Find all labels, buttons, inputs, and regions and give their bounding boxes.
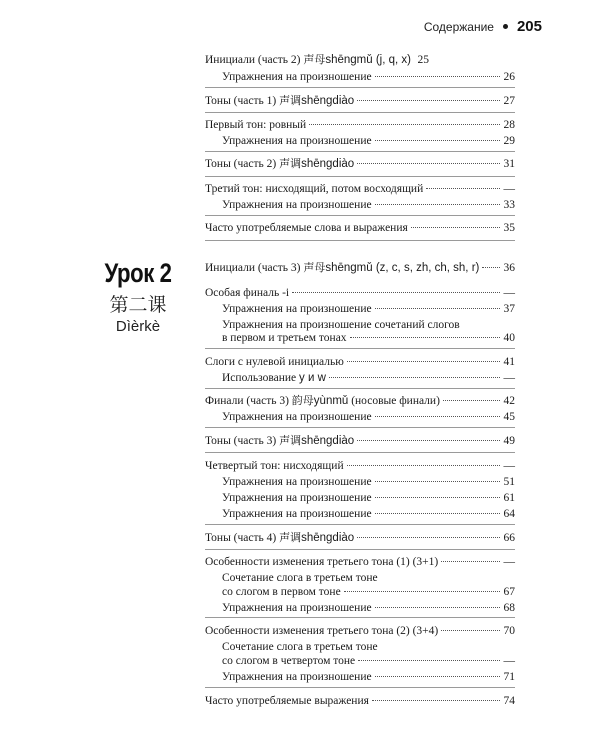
toc-page: 36 (503, 262, 515, 274)
section-divider (205, 348, 515, 349)
toc-entry[interactable]: Инициали (часть 3) 声母shēngmǔ (z, c, s, zh, ch, sh, r) 36 (205, 261, 515, 274)
toc-subentry-line[interactable]: Сочетание слога в третьем тоне (222, 572, 378, 584)
leader-dots (375, 140, 500, 141)
toc-page: 51 (503, 476, 515, 488)
toc-subentry[interactable]: в первом и третьем тонах 40 (222, 332, 515, 344)
toc-entry[interactable]: Особая финаль -i — (205, 287, 515, 299)
leader-dots (375, 416, 500, 417)
leader-dots (309, 124, 500, 125)
toc-page: 29 (503, 135, 515, 147)
toc-page: 26 (503, 71, 515, 83)
lesson-hanzi: 第二课 (109, 294, 167, 316)
toc-subentry-line[interactable]: Сочетание слога в третьем тоне (222, 641, 378, 653)
section-divider (205, 388, 515, 389)
leader-dots (441, 561, 500, 562)
toc-subentry[interactable]: Упражнения на произношение 37 (222, 303, 515, 315)
running-header (424, 18, 542, 35)
toc-page: 49 (503, 435, 515, 447)
toc-subentry[interactable]: Упражнения на произношение 26 (222, 71, 515, 83)
toc-page: 31 (503, 158, 515, 170)
leader-dots (375, 308, 500, 309)
toc-page: 68 (503, 602, 515, 614)
toc-subentry[interactable]: Упражнения на произношение 29 (222, 135, 515, 147)
section-divider (205, 87, 515, 88)
section-divider (205, 617, 515, 618)
toc-page: 37 (503, 303, 515, 315)
toc-subentry[interactable]: Упражнения на произношение 51 (222, 476, 515, 488)
toc-page: 42 (503, 395, 515, 407)
leader-dots (292, 292, 500, 293)
leader-dots (375, 76, 500, 77)
leader-dots (375, 204, 500, 205)
leader-dots (482, 267, 500, 268)
section-divider (205, 427, 515, 428)
toc-subentry[interactable]: Упражнения на произношение 61 (222, 492, 515, 504)
toc-entry[interactable]: Первый тон: ровный 28 (205, 119, 515, 131)
toc-entry[interactable]: Слоги с нулевой инициалью 41 (205, 356, 515, 368)
toc-subentry[interactable]: Упражнения на произношение 33 (222, 199, 515, 211)
toc-page: 41 (503, 356, 515, 368)
toc-entry[interactable]: Четвертый тон: нисходящий — (205, 460, 515, 472)
toc-entry[interactable]: Особенности изменения третьего тона (1) (3+1) — (205, 556, 515, 568)
toc-entry[interactable]: Третий тон: нисходящий, потом восходящий — (205, 183, 515, 195)
toc-page: 64 (503, 508, 515, 520)
toc-page: 67 (503, 586, 515, 598)
leader-dots (443, 400, 500, 401)
leader-dots (441, 630, 500, 631)
toc-page: — (503, 460, 515, 472)
bullet-icon (503, 24, 508, 29)
leader-dots (375, 481, 500, 482)
leader-dots (426, 188, 500, 189)
section-divider (205, 215, 515, 216)
leader-dots (375, 676, 500, 677)
section-divider (205, 549, 515, 550)
toc-entry[interactable]: Финали (часть 3) 韵母yùnmǔ (носовые финали) 42 (205, 394, 515, 407)
leader-dots (344, 591, 500, 592)
toc-page: 35 (503, 222, 515, 234)
toc-page: — (503, 655, 515, 667)
lesson-heading (84, 257, 192, 337)
toc-page: 28 (503, 119, 515, 131)
leader-dots (347, 465, 500, 466)
leader-dots (357, 163, 500, 164)
toc-page: 74 (503, 695, 515, 707)
section-divider (205, 240, 515, 241)
toc-subentry[interactable]: Упражнения на произношение 45 (222, 411, 515, 423)
section-divider (205, 151, 515, 152)
toc-entry[interactable]: Тоны (часть 1) 声调shēngdiào 27 (205, 94, 515, 107)
section-divider (205, 452, 515, 453)
lesson-title: Урок 2 (104, 258, 172, 288)
toc-subentry[interactable]: Упражнения на произношение 68 (222, 602, 515, 614)
toc-page: 25 (417, 54, 429, 66)
toc-page: 27 (503, 95, 515, 107)
toc-entry[interactable]: Тоны (часть 3) 声调shēngdiào 49 (205, 434, 515, 447)
toc-subentry-line[interactable]: Упражнения на произношение сочетаний слогов (222, 319, 460, 331)
section-divider (205, 176, 515, 177)
leader-dots (357, 537, 500, 538)
toc-page: — (503, 556, 515, 568)
section-divider (205, 112, 515, 113)
leader-dots (375, 607, 500, 608)
toc-subentry[interactable]: Упражнения на произношение 64 (222, 508, 515, 520)
leader-dots (350, 337, 500, 338)
toc-page: — (503, 372, 515, 384)
leader-dots (375, 497, 500, 498)
leader-dots (411, 227, 500, 228)
toc-page: 71 (503, 671, 515, 683)
toc-subentry[interactable]: со слогом в первом тоне 67 (222, 586, 515, 598)
toc-subentry[interactable]: со слогом в четвертом тоне — (222, 655, 515, 667)
leader-dots (347, 361, 500, 362)
header-title: Содержание (423, 20, 494, 34)
toc-page: 66 (503, 532, 515, 544)
lesson-pinyin: Dìèrkè (115, 318, 161, 335)
toc-entry[interactable]: Часто употребляемые выражения 74 (205, 695, 515, 707)
section-divider (205, 524, 515, 525)
toc-page: 40 (503, 332, 515, 344)
toc-page: — (503, 287, 515, 299)
leader-dots (375, 513, 500, 514)
page-number: 205 (516, 18, 542, 35)
section-divider (205, 687, 515, 688)
toc-subentry[interactable]: Использование y и w — (222, 372, 515, 384)
toc-page: 45 (503, 411, 515, 423)
leader-dots (357, 100, 500, 101)
leader-dots (358, 660, 500, 661)
toc-entry[interactable]: Тоны (часть 2) 声调shēngdiào 31 (205, 157, 515, 170)
toc-page: — (503, 183, 515, 195)
toc-entry[interactable]: Инициали (часть 2) 声母shēngmǔ (j, q, x) 25 (205, 53, 429, 66)
leader-dots (329, 377, 500, 378)
toc-entry[interactable]: Особенности изменения третьего тона (2) (3+4) 70 (205, 625, 515, 637)
leader-dots (357, 440, 500, 441)
toc-entry[interactable]: Тоны (часть 4) 声调shēngdiào 66 (205, 531, 515, 544)
toc-page: 70 (503, 625, 515, 637)
toc-entry[interactable]: Часто употребляемые слова и выражения 35 (205, 222, 515, 234)
toc-page: 61 (503, 492, 515, 504)
toc-page: 33 (503, 199, 515, 211)
leader-dots (372, 700, 500, 701)
toc-subentry[interactable]: Упражнения на произношение 71 (222, 671, 515, 683)
